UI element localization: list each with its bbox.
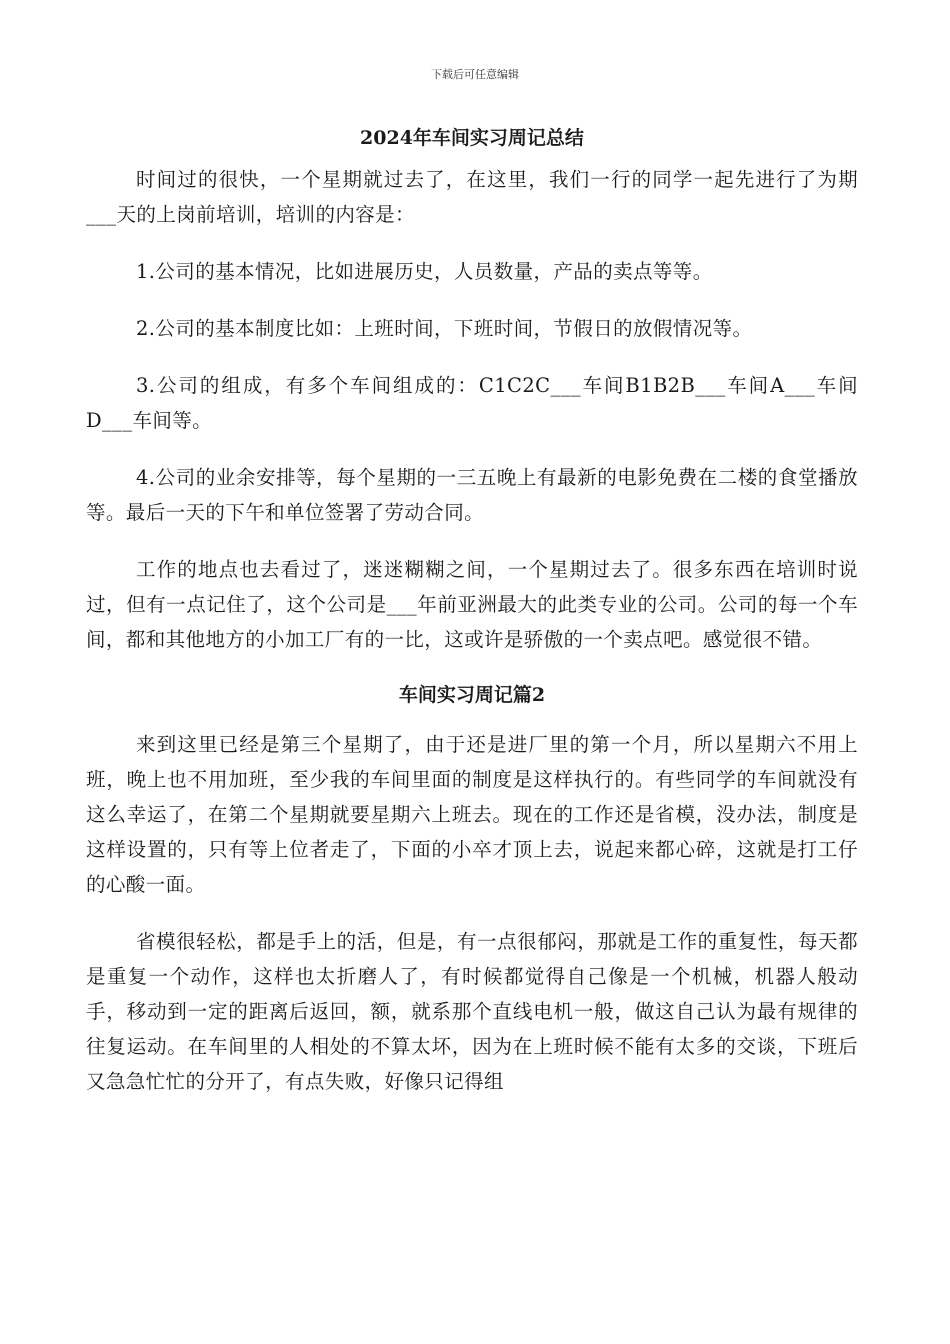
paragraph: 工作的地点也去看过了，迷迷糊糊之间，一个星期过去了。很多东西在培训时说过，但有一点记住了，这个公司是___年前亚洲最大的此类专业的公司。公司的每一个车间，都和其他地方的小加工厂有的一比，这或许是骄傲的一个卖点吧。感觉很不错。 xyxy=(86,558,858,651)
paragraph: 来到这里已经是第三个星期了，由于还是进厂里的第一个月，所以星期六不用上班，晚上也不用加班，至少我的车间里面的制度是这样执行的。有些同学的车间就没有这么幸运了，在第二个星期就要星期六上班去。现在的工作还是省模，没办法，制度是这样设置的，只有等上位者走了，下面的小卒才顶上去，说起来都心碎，这就是打工仔的心酸一面。 xyxy=(86,733,858,896)
document-body xyxy=(86,120,858,1121)
paragraph: 省模很轻松，都是手上的活，但是，有一点很郁闷，那就是工作的重复性，每天都是重复一个动作，这样也太折磨人了，有时候都觉得自己像是一个机械，机器人般动手，移动到一定的距离后返回，额，就系那个直线电机一般，做这自己认为最有规律的往复运动。在车间里的人相处的不算太坏，因为在上班时候不能有太多的交谈，下班后又急急忙忙的分开了，有点失败，好像只记得组 xyxy=(86,930,858,1093)
paragraph: 2.公司的基本制度比如：上班时间，下班时间，节假日的放假情况等。 xyxy=(136,317,753,340)
paragraph: 1.公司的基本情况，比如进展历史，人员数量，产品的卖点等等。 xyxy=(136,260,713,283)
paragraph: 4.公司的业余安排等，每个星期的一三五晚上有最新的电影免费在二楼的食堂播放等。最后一天的下午和单位签署了劳动合同。 xyxy=(86,466,858,524)
section-title: 车间实习周记篇2 xyxy=(398,684,546,706)
section-title: 2024年车间实习周记总结 xyxy=(360,127,584,149)
header-note: 下载后可任意编辑 xyxy=(431,68,519,81)
paragraph: 时间过的很快，一个星期就过去了，在这里，我们一行的同学一起先进行了为期___天的上岗前培训，培训的内容是： xyxy=(86,168,858,226)
paragraph: 3.公司的组成，有多个车间组成的：C1C2C___车间B1B2B___车间A___车间D___车间等。 xyxy=(86,374,858,432)
